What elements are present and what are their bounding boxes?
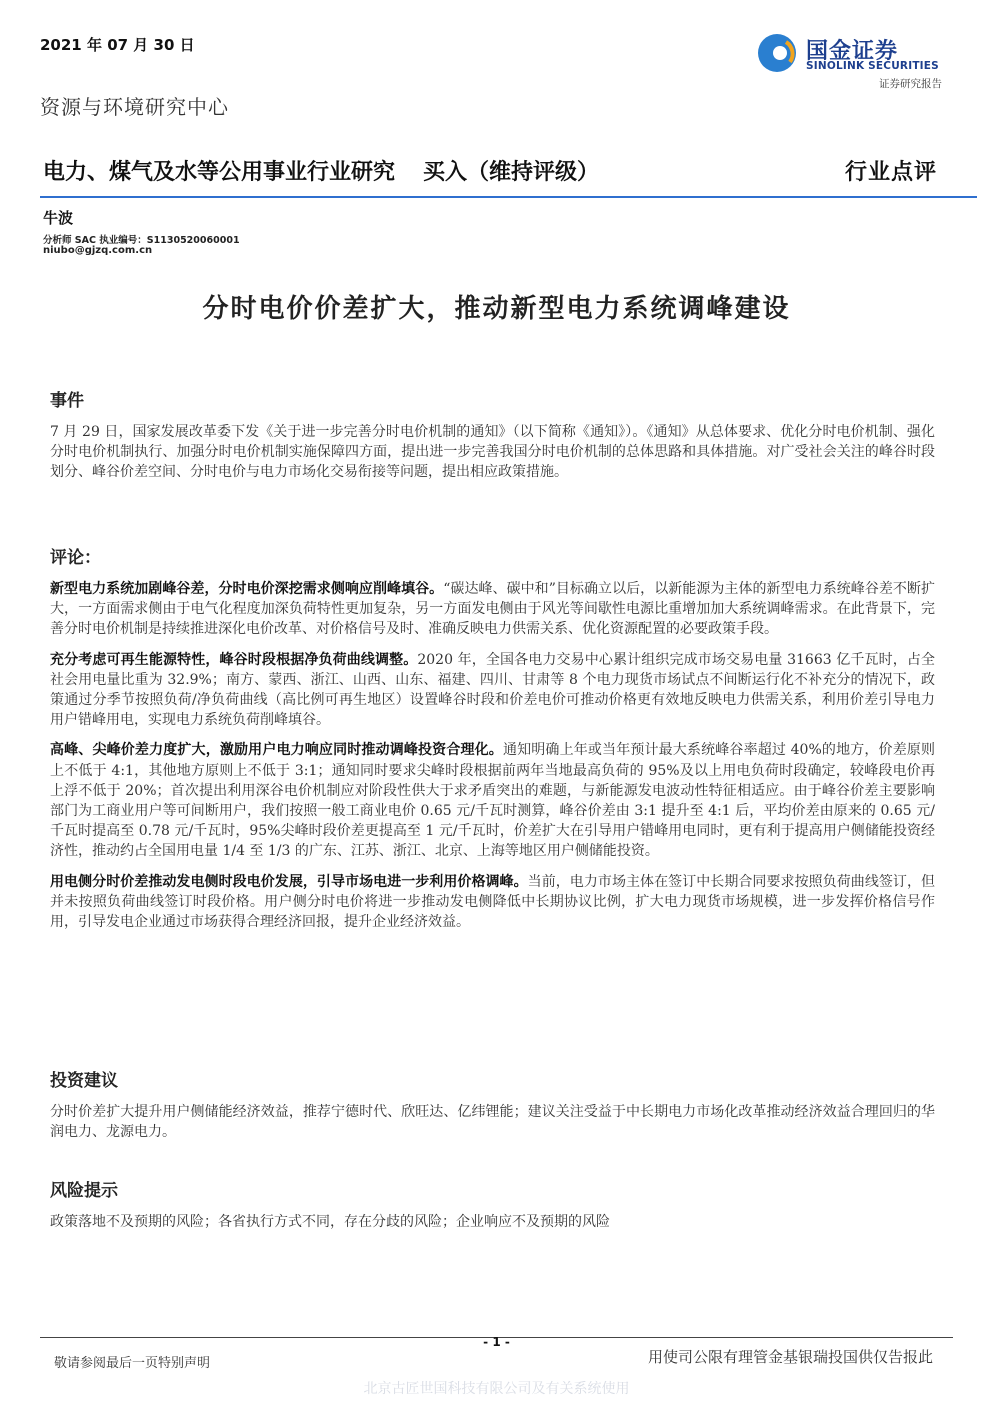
analyst-email: niubo@gjzq.com.cn — [43, 245, 153, 256]
header-divider — [40, 196, 977, 198]
report-title: 分时电价价差扩大，推动新型电力系统调峰建设 — [202, 294, 791, 324]
comment-lead: 新型电力系统加剧峰谷差，分时电价深挖需求侧响应削峰填谷。 — [50, 581, 444, 597]
investment-text: 分时价差扩大提升用户侧储能经济效益，推荐宁德时代、欣旺达、亿纬锂能；建议关注受益于中长期电力市场化改革推动经济效益合理回归的华润电力、龙源电力。 — [50, 1104, 935, 1141]
comment-paragraph — [50, 740, 935, 861]
comment-paragraph — [50, 579, 935, 640]
investment-heading: 投资建议 — [50, 1071, 118, 1091]
footer-notice: 用使司公限有理管金基银瑞投国供仅告报此 — [647, 1348, 933, 1366]
logo-chinese-name: 国金证券 — [806, 39, 899, 64]
industry-title: 电力、煤气及水等公用事业行业研究 — [43, 160, 396, 185]
disclaimer-note: 敬请参阅最后一页特别声明 — [54, 1356, 211, 1371]
comments-section — [50, 543, 935, 942]
rating-label: 买入（维持评级） — [423, 160, 600, 185]
comment-paragraph — [50, 872, 935, 933]
comment-text: 当前，电力市场主体在签订中长期合同要求按照负荷曲线签订，但并未按照负荷曲线签订时段价格。用户侧分时电价将进一步推动发电侧降低中长期协议比例，扩大电力现货市场规模，进一步发挥价格信号作用，引导发电企业通过市场获得合理经济回报，提升企业经济效益。 — [50, 873, 936, 931]
event-heading: 事件 — [50, 391, 84, 411]
research-center: 资源与环境研究中心 — [40, 95, 229, 119]
comment-lead: 充分考虑可再生能源特性，峰谷时段根据净负荷曲线调整。 — [50, 651, 418, 668]
risk-section — [50, 1176, 935, 1242]
analyst-name: 牛波 — [43, 209, 74, 227]
company-logo — [756, 30, 946, 90]
comment-lead: 高峰、尖峰价差力度扩大，激励用户电力响应同时推动调峰投资合理化。 — [50, 742, 503, 759]
event-text: 7 月 29 日，国家发展改革委下发《关于进一步完善分时电价机制的通知》（以下简称《通知》）。《通知》从总体要求、优化分时电价机制、强化分时电价机制执行、加强分时电价机制实施保障四方面，提出进一步完善我国分时电价机制的总体思路和具体措施。对广受社会关注的峰谷时段划分、峰谷价差空间、分时电价与电力市场化交易衔接等问题，提出相应政策措施。 — [50, 424, 935, 481]
comments-heading: 评论： — [50, 548, 101, 568]
comment-text: 通知明确上年或当年预计最大系统峰谷率超过 40%的地方，价差原则上不低于 4:1，其他地方原则上不低于 3:1；通知同时要求尖峰时段根据前两年当地最高负荷的 95%及以上用电负荷时段确定，较峰段电价再上浮不低于 20%；首次提出利用深谷电价机制应对阶段性供大于求矛盾突出的难题，与新能源发电波动性特征相适应。由于峰谷价差主要影响部门为工商业用户等可间断用户，我们按照一般工商业电价 0.65 元/千瓦时测算，峰谷价差由 3:1 提升至 4:1 后，平均价差由原来的 0.65 元/千瓦时提高至 0.78 元/千瓦时，95%尖峰时段价差更提高至 1 元/千瓦时，价差扩大在引导用户错峰用电同时，更有利于提高用户侧储能投资经济性，推动约占全国用电量 1/4 至 1/3 的广东、江苏、浙江、北京、上海等地区用户侧储能投资。 — [50, 742, 935, 860]
logo-english-name: SINOLINK SECURITIES — [806, 60, 939, 72]
comment-lead: 用电侧分时价差推动发电侧时段电价发展，引导市场电进一步利用价格调峰。 — [50, 873, 528, 890]
sinolink-logo-icon — [756, 32, 798, 74]
watermark-text: 北京古匠世国科技有限公司及有关系统使用 — [363, 1381, 630, 1397]
risk-heading: 风险提示 — [50, 1181, 118, 1201]
risk-text: 政策落地不及预期的风险；各省执行方式不同，存在分歧的风险；企业响应不及预期的风险 — [50, 1214, 610, 1230]
comment-paragraph — [50, 650, 935, 731]
analyst-license: 分析师 SAC 执业编号：S1130520060001 — [43, 235, 240, 246]
comment-text: “碳达峰、碳中和”目标确立以后，以新能源为主体的新型电力系统峰谷差不断扩大，一方面需求侧由于电气化程度加深负荷特性更加复杂，另一方面发电侧由于风光等间歇性电源比重增加加大系统调峰需求。在此背景下，完善分时电价机制是持续推进深化电价改革、对价格信号及时、准确反映电力供需关系、优化资源配置的必要政策手段。 — [50, 581, 936, 638]
page-number: - 1 - — [483, 1335, 510, 1349]
report-date: 2021 年 07 月 30 日 — [40, 36, 195, 54]
event-section — [50, 386, 935, 493]
report-type: 行业点评 — [844, 159, 937, 185]
industry-headline — [43, 155, 599, 186]
comment-text: 2020 年，全国各电力交易中心累计组织完成市场交易电量 31663 亿千瓦时，占全社会用电量比重为 32.9%；南方、蒙西、浙江、山西、山东、福建、四川、甘肃等 8 个电力现货市场试点不间断运行化不补充分的情况下，政策通过分季节按照负荷/净负荷曲线（高比例可再生地区）设置峰谷时段和价差电价可推动价格更有效地反映电力供需关系，利用价差引导电力用户错峰用电，实现电力系统负荷削峰填谷。 — [50, 651, 936, 729]
logo-subtitle: 证券研究报告 — [879, 78, 942, 90]
investment-section — [50, 1066, 935, 1152]
